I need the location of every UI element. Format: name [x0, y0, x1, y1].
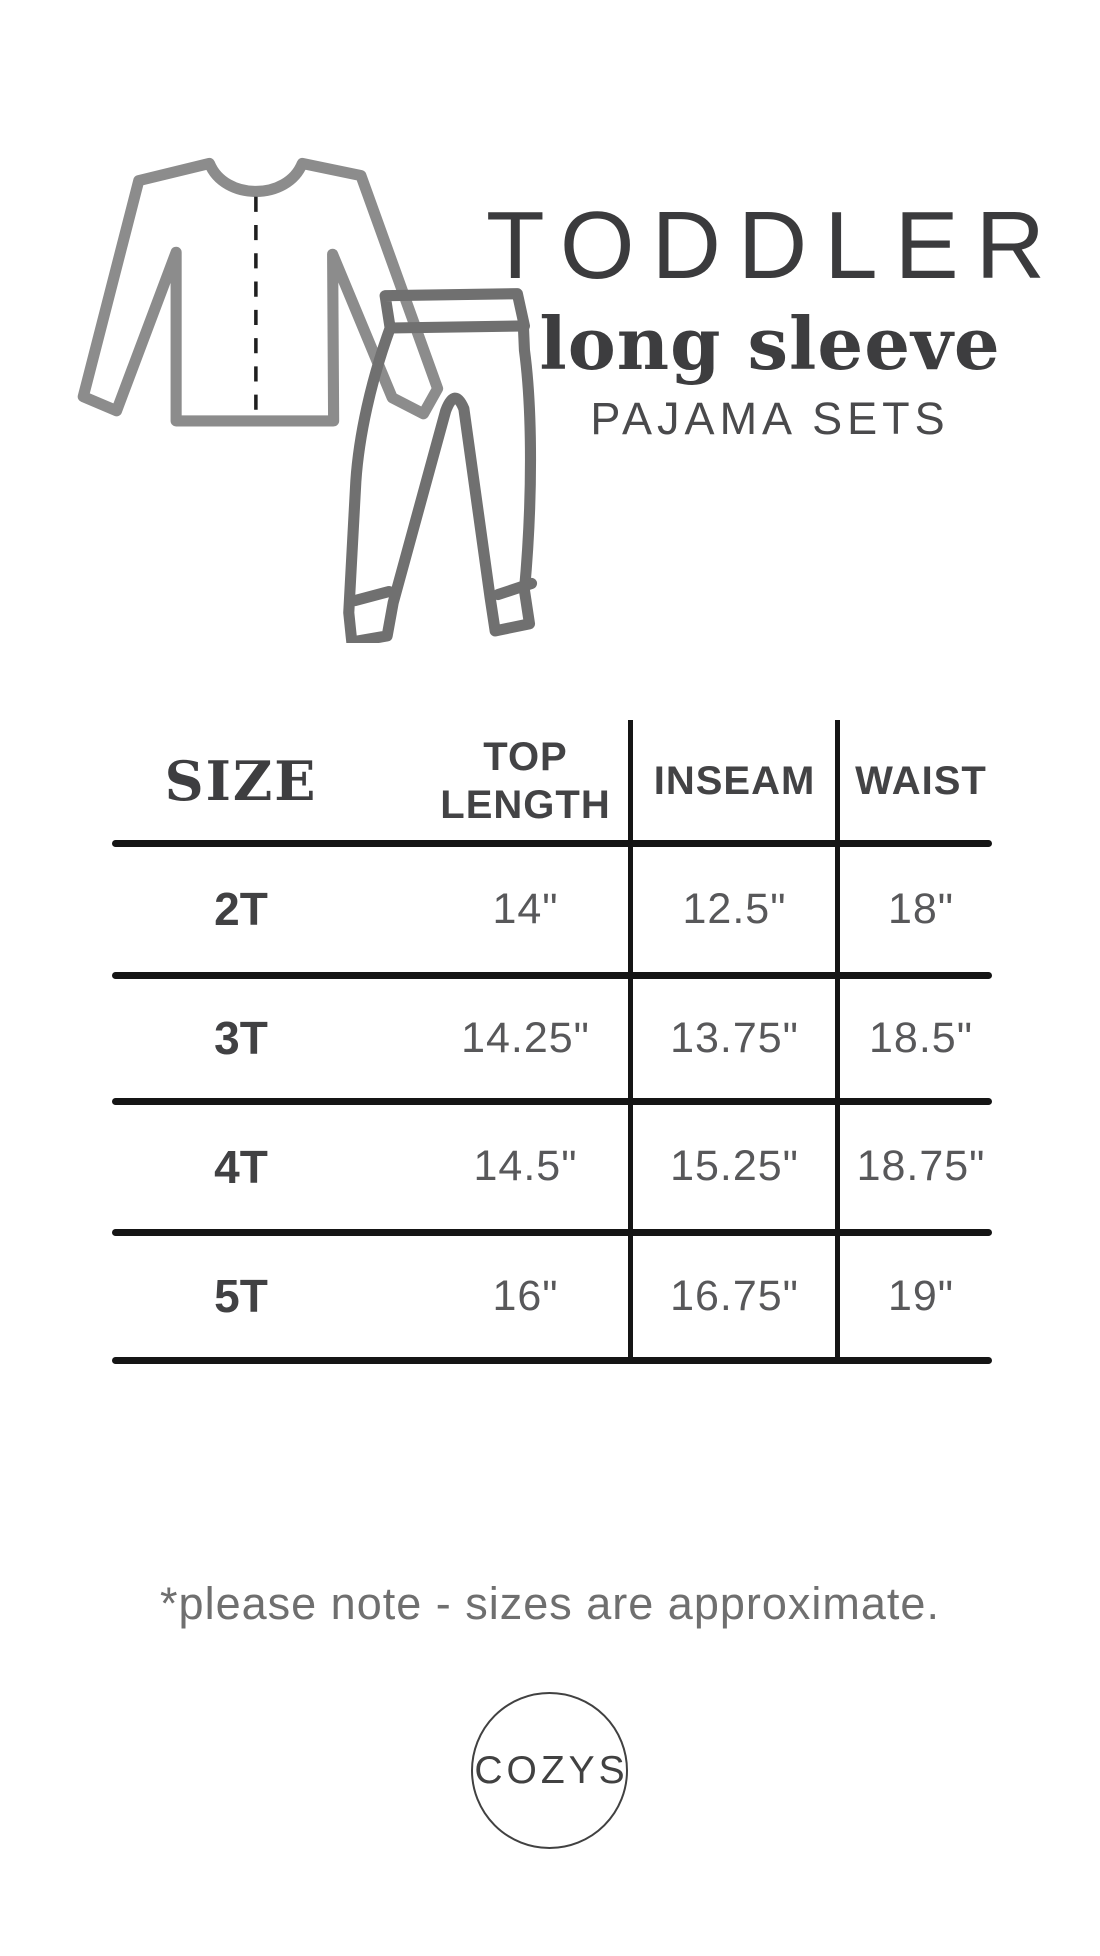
size-table: [112, 718, 992, 1366]
cell-2t-inseam: 12.5": [682, 884, 787, 933]
page-subtitle: long sleeve: [539, 301, 1001, 386]
table-rule-row2: [112, 1098, 992, 1105]
table-row-size-4t: 4T: [214, 1140, 268, 1193]
cell-2t-waist: 18": [887, 884, 955, 933]
cell-5t-top-length: 16": [492, 1271, 559, 1320]
page-title: TODDLER: [486, 192, 1062, 299]
column-header-inseam: INSEAM: [653, 758, 816, 803]
column-header-waist: WAIST: [855, 758, 987, 803]
cell-3t-waist: 18.5": [869, 1013, 973, 1062]
cell-4t-inseam: 15.25": [670, 1142, 799, 1190]
table-rule-bottom: [112, 1357, 992, 1364]
cell-4t-waist: 18.75": [856, 1142, 986, 1190]
column-header-size: SIZE: [164, 748, 318, 813]
cell-4t-top-length: 14.5": [473, 1142, 578, 1190]
table-rule-header: [112, 840, 992, 847]
cell-3t-top-length: 14.25": [461, 1013, 590, 1062]
cozys-logo-text: COZYS: [474, 1748, 629, 1792]
cell-2t-top-length: 14": [492, 884, 559, 933]
cell-5t-inseam: 16.75": [670, 1271, 799, 1320]
approximate-sizes-note: *please note - sizes are approximate.: [160, 1578, 940, 1629]
cell-3t-inseam: 13.75": [670, 1013, 799, 1062]
header: [478, 192, 1062, 444]
column-header-top-length: TOP LENGTH: [440, 734, 611, 827]
table-row-size-2t: 2T: [214, 883, 268, 935]
table-rule-row3: [112, 1229, 992, 1236]
table-row-size-3t: 3T: [214, 1012, 268, 1064]
page-tagline: PAJAMA SETS: [590, 393, 950, 444]
table-divider-waist: [835, 720, 840, 1364]
table-row-size-5t: 5T: [214, 1270, 268, 1322]
cell-5t-waist: 19": [887, 1271, 955, 1320]
table-rule-row1: [112, 972, 992, 979]
table-divider-inseam: [628, 720, 633, 1364]
cozys-logo: [471, 1692, 628, 1849]
